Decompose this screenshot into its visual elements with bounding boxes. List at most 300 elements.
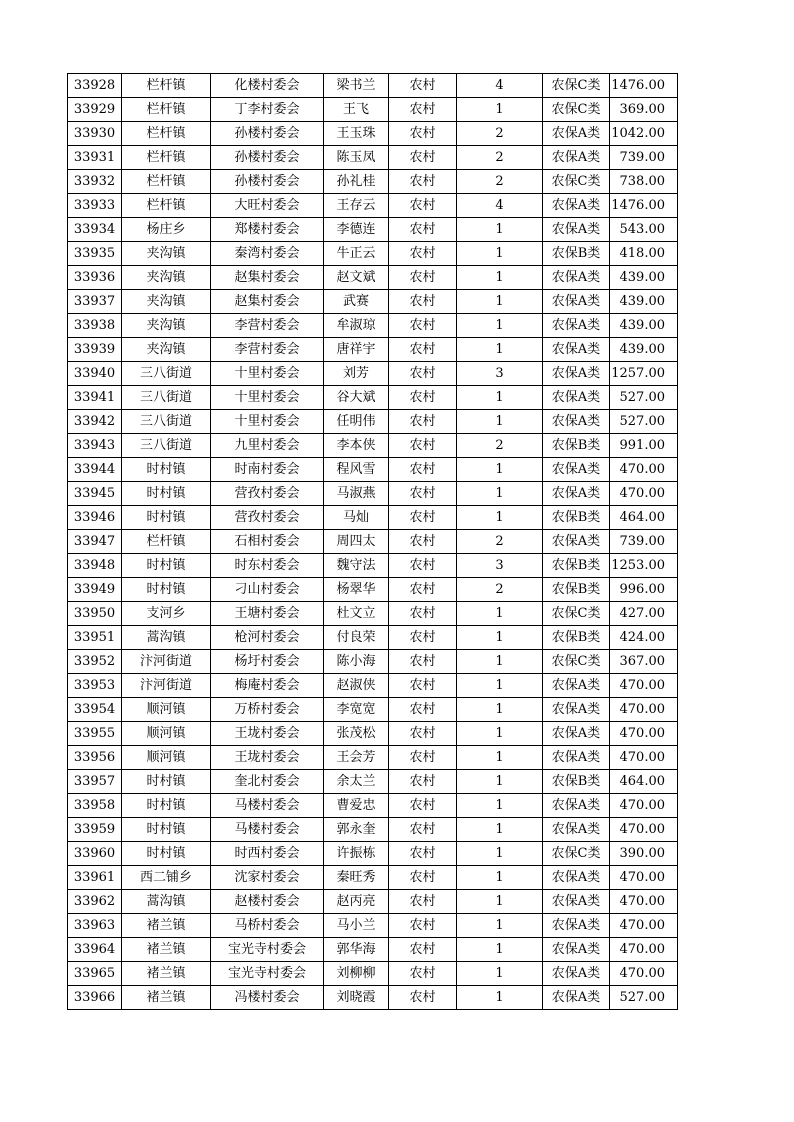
household-count-cell: 1 xyxy=(457,770,543,794)
household-type-cell: 农村 xyxy=(389,626,457,650)
town-cell: 三八街道 xyxy=(122,434,211,458)
amount-cell: 470.00 xyxy=(610,914,678,938)
table-row xyxy=(68,362,678,386)
record-id-cell: 33953 xyxy=(68,674,122,698)
table-row xyxy=(68,242,678,266)
record-id-cell: 33964 xyxy=(68,938,122,962)
town-cell: 蒿沟镇 xyxy=(122,626,211,650)
insurance-category-cell: 农保A类 xyxy=(543,338,610,362)
household-type-cell: 农村 xyxy=(389,506,457,530)
town-cell: 褚兰镇 xyxy=(122,986,211,1010)
table-row xyxy=(68,794,678,818)
household-count-cell: 1 xyxy=(457,506,543,530)
amount-cell: 996.00 xyxy=(610,578,678,602)
town-cell: 栏杆镇 xyxy=(122,98,211,122)
insurance-category-cell: 农保A类 xyxy=(543,818,610,842)
person-name-cell: 王飞 xyxy=(324,98,389,122)
insurance-category-cell: 农保C类 xyxy=(543,98,610,122)
insurance-category-cell: 农保B类 xyxy=(543,506,610,530)
amount-cell: 470.00 xyxy=(610,458,678,482)
record-id-cell: 33937 xyxy=(68,290,122,314)
record-id-cell: 33941 xyxy=(68,386,122,410)
village-committee-cell: 孙楼村委会 xyxy=(211,146,324,170)
household-type-cell: 农村 xyxy=(389,434,457,458)
household-count-cell: 1 xyxy=(457,650,543,674)
insurance-category-cell: 农保A类 xyxy=(543,290,610,314)
record-id-cell: 33931 xyxy=(68,146,122,170)
amount-cell: 739.00 xyxy=(610,530,678,554)
table-row xyxy=(68,530,678,554)
village-committee-cell: 李营村委会 xyxy=(211,338,324,362)
person-name-cell: 马淑燕 xyxy=(324,482,389,506)
town-cell: 时村镇 xyxy=(122,578,211,602)
household-count-cell: 1 xyxy=(457,890,543,914)
town-cell: 栏杆镇 xyxy=(122,122,211,146)
record-id-cell: 33932 xyxy=(68,170,122,194)
insurance-category-cell: 农保A类 xyxy=(543,674,610,698)
amount-cell: 439.00 xyxy=(610,338,678,362)
village-committee-cell: 冯楼村委会 xyxy=(211,986,324,1010)
amount-cell: 470.00 xyxy=(610,866,678,890)
table-row xyxy=(68,890,678,914)
person-name-cell: 马灿 xyxy=(324,506,389,530)
insurance-category-cell: 农保C类 xyxy=(543,650,610,674)
record-id-cell: 33939 xyxy=(68,338,122,362)
town-cell: 栏杆镇 xyxy=(122,170,211,194)
household-count-cell: 1 xyxy=(457,218,543,242)
record-id-cell: 33963 xyxy=(68,914,122,938)
household-type-cell: 农村 xyxy=(389,458,457,482)
household-count-cell: 1 xyxy=(457,986,543,1010)
person-name-cell: 许振栋 xyxy=(324,842,389,866)
insurance-category-cell: 农保A类 xyxy=(543,266,610,290)
table-row xyxy=(68,986,678,1010)
household-count-cell: 1 xyxy=(457,842,543,866)
table-row xyxy=(68,842,678,866)
insurance-category-cell: 农保A类 xyxy=(543,386,610,410)
person-name-cell: 马小兰 xyxy=(324,914,389,938)
household-count-cell: 1 xyxy=(457,338,543,362)
household-count-cell: 1 xyxy=(457,866,543,890)
town-cell: 三八街道 xyxy=(122,386,211,410)
town-cell: 三八街道 xyxy=(122,362,211,386)
person-name-cell: 付良荣 xyxy=(324,626,389,650)
town-cell: 三八街道 xyxy=(122,410,211,434)
village-committee-cell: 梅庵村委会 xyxy=(211,674,324,698)
amount-cell: 369.00 xyxy=(610,98,678,122)
household-count-cell: 4 xyxy=(457,194,543,218)
village-committee-cell: 孙楼村委会 xyxy=(211,170,324,194)
insurance-category-cell: 农保C类 xyxy=(543,170,610,194)
insurance-category-cell: 农保B类 xyxy=(543,578,610,602)
household-count-cell: 1 xyxy=(457,914,543,938)
amount-cell: 470.00 xyxy=(610,890,678,914)
person-name-cell: 任明伟 xyxy=(324,410,389,434)
household-count-cell: 1 xyxy=(457,314,543,338)
record-id-cell: 33955 xyxy=(68,722,122,746)
amount-cell: 1257.00 xyxy=(610,362,678,386)
table-row xyxy=(68,962,678,986)
village-committee-cell: 孙楼村委会 xyxy=(211,122,324,146)
person-name-cell: 唐祥宇 xyxy=(324,338,389,362)
table-row xyxy=(68,338,678,362)
village-committee-cell: 马楼村委会 xyxy=(211,818,324,842)
record-id-cell: 33946 xyxy=(68,506,122,530)
insurance-category-cell: 农保A类 xyxy=(543,122,610,146)
insurance-category-cell: 农保A类 xyxy=(543,866,610,890)
village-committee-cell: 十里村委会 xyxy=(211,410,324,434)
record-id-cell: 33951 xyxy=(68,626,122,650)
record-id-cell: 33929 xyxy=(68,98,122,122)
village-committee-cell: 枪河村委会 xyxy=(211,626,324,650)
village-committee-cell: 十里村委会 xyxy=(211,362,324,386)
household-count-cell: 1 xyxy=(457,698,543,722)
town-cell: 夹沟镇 xyxy=(122,338,211,362)
town-cell: 时村镇 xyxy=(122,554,211,578)
household-count-cell: 1 xyxy=(457,962,543,986)
insurance-category-cell: 农保A类 xyxy=(543,914,610,938)
amount-cell: 543.00 xyxy=(610,218,678,242)
amount-cell: 1476.00 xyxy=(610,194,678,218)
table-row xyxy=(68,578,678,602)
village-committee-cell: 王垅村委会 xyxy=(211,722,324,746)
amount-cell: 738.00 xyxy=(610,170,678,194)
amount-cell: 470.00 xyxy=(610,938,678,962)
village-committee-cell: 沈家村委会 xyxy=(211,866,324,890)
village-committee-cell: 宝光寺村委会 xyxy=(211,962,324,986)
town-cell: 杨庄乡 xyxy=(122,218,211,242)
town-cell: 栏杆镇 xyxy=(122,530,211,554)
household-type-cell: 农村 xyxy=(389,698,457,722)
household-count-cell: 1 xyxy=(457,602,543,626)
household-count-cell: 1 xyxy=(457,386,543,410)
insurance-category-cell: 农保C类 xyxy=(543,842,610,866)
table-row xyxy=(68,746,678,770)
household-type-cell: 农村 xyxy=(389,722,457,746)
village-committee-cell: 营孜村委会 xyxy=(211,482,324,506)
village-committee-cell: 赵集村委会 xyxy=(211,290,324,314)
person-name-cell: 杜文立 xyxy=(324,602,389,626)
household-type-cell: 农村 xyxy=(389,962,457,986)
household-type-cell: 农村 xyxy=(389,386,457,410)
record-id-cell: 33949 xyxy=(68,578,122,602)
table-row xyxy=(68,674,678,698)
table-row xyxy=(68,698,678,722)
household-type-cell: 农村 xyxy=(389,938,457,962)
record-id-cell: 33965 xyxy=(68,962,122,986)
village-committee-cell: 马桥村委会 xyxy=(211,914,324,938)
household-count-cell: 1 xyxy=(457,242,543,266)
record-id-cell: 33961 xyxy=(68,866,122,890)
household-count-cell: 2 xyxy=(457,146,543,170)
person-name-cell: 刘芳 xyxy=(324,362,389,386)
town-cell: 时村镇 xyxy=(122,818,211,842)
insurance-category-cell: 农保B类 xyxy=(543,626,610,650)
insurance-category-cell: 农保A类 xyxy=(543,458,610,482)
household-count-cell: 3 xyxy=(457,362,543,386)
amount-cell: 470.00 xyxy=(610,962,678,986)
person-name-cell: 牛正云 xyxy=(324,242,389,266)
record-id-cell: 33945 xyxy=(68,482,122,506)
person-name-cell: 周四太 xyxy=(324,530,389,554)
person-name-cell: 秦旺秀 xyxy=(324,866,389,890)
household-count-cell: 2 xyxy=(457,578,543,602)
village-committee-cell: 营孜村委会 xyxy=(211,506,324,530)
record-id-cell: 33954 xyxy=(68,698,122,722)
household-type-cell: 农村 xyxy=(389,218,457,242)
town-cell: 时村镇 xyxy=(122,842,211,866)
record-id-cell: 33942 xyxy=(68,410,122,434)
town-cell: 汴河街道 xyxy=(122,674,211,698)
village-committee-cell: 石相村委会 xyxy=(211,530,324,554)
insurance-category-cell: 农保A类 xyxy=(543,314,610,338)
table-row xyxy=(68,290,678,314)
household-type-cell: 农村 xyxy=(389,122,457,146)
town-cell: 夹沟镇 xyxy=(122,314,211,338)
person-name-cell: 武赛 xyxy=(324,290,389,314)
table-row xyxy=(68,458,678,482)
table-row xyxy=(68,554,678,578)
table-row xyxy=(68,866,678,890)
amount-cell: 470.00 xyxy=(610,482,678,506)
household-type-cell: 农村 xyxy=(389,362,457,386)
town-cell: 时村镇 xyxy=(122,506,211,530)
table-row xyxy=(68,914,678,938)
household-type-cell: 农村 xyxy=(389,794,457,818)
table-row xyxy=(68,146,678,170)
amount-cell: 439.00 xyxy=(610,290,678,314)
record-id-cell: 33952 xyxy=(68,650,122,674)
household-count-cell: 1 xyxy=(457,938,543,962)
household-count-cell: 1 xyxy=(457,266,543,290)
household-type-cell: 农村 xyxy=(389,746,457,770)
village-committee-cell: 化楼村委会 xyxy=(211,74,324,98)
village-committee-cell: 王塘村委会 xyxy=(211,602,324,626)
person-name-cell: 刘柳柳 xyxy=(324,962,389,986)
household-type-cell: 农村 xyxy=(389,290,457,314)
person-name-cell: 陈小海 xyxy=(324,650,389,674)
village-committee-cell: 赵楼村委会 xyxy=(211,890,324,914)
amount-cell: 470.00 xyxy=(610,674,678,698)
town-cell: 顺河镇 xyxy=(122,722,211,746)
record-id-cell: 33962 xyxy=(68,890,122,914)
record-id-cell: 33950 xyxy=(68,602,122,626)
household-type-cell: 农村 xyxy=(389,338,457,362)
household-count-cell: 1 xyxy=(457,626,543,650)
person-name-cell: 梁书兰 xyxy=(324,74,389,98)
household-type-cell: 农村 xyxy=(389,98,457,122)
insurance-category-cell: 农保B类 xyxy=(543,554,610,578)
person-name-cell: 牟淑琼 xyxy=(324,314,389,338)
household-count-cell: 2 xyxy=(457,170,543,194)
record-id-cell: 33966 xyxy=(68,986,122,1010)
village-committee-cell: 宝光寺村委会 xyxy=(211,938,324,962)
household-count-cell: 1 xyxy=(457,482,543,506)
village-committee-cell: 杨圩村委会 xyxy=(211,650,324,674)
person-name-cell: 魏守法 xyxy=(324,554,389,578)
town-cell: 栏杆镇 xyxy=(122,74,211,98)
insurance-category-cell: 农保A类 xyxy=(543,194,610,218)
village-committee-cell: 马楼村委会 xyxy=(211,794,324,818)
insurance-category-cell: 农保A类 xyxy=(543,698,610,722)
record-id-cell: 33957 xyxy=(68,770,122,794)
town-cell: 时村镇 xyxy=(122,770,211,794)
town-cell: 时村镇 xyxy=(122,458,211,482)
amount-cell: 1253.00 xyxy=(610,554,678,578)
record-id-cell: 33959 xyxy=(68,818,122,842)
person-name-cell: 王存云 xyxy=(324,194,389,218)
insurance-category-cell: 农保A类 xyxy=(543,362,610,386)
person-name-cell: 刘晓霞 xyxy=(324,986,389,1010)
insurance-category-cell: 农保A类 xyxy=(543,746,610,770)
table-row xyxy=(68,770,678,794)
household-type-cell: 农村 xyxy=(389,554,457,578)
amount-cell: 439.00 xyxy=(610,266,678,290)
household-count-cell: 2 xyxy=(457,122,543,146)
household-type-cell: 农村 xyxy=(389,242,457,266)
town-cell: 栏杆镇 xyxy=(122,194,211,218)
table-row xyxy=(68,194,678,218)
town-cell: 顺河镇 xyxy=(122,698,211,722)
amount-cell: 527.00 xyxy=(610,386,678,410)
household-count-cell: 1 xyxy=(457,674,543,698)
amount-cell: 464.00 xyxy=(610,770,678,794)
record-id-cell: 33960 xyxy=(68,842,122,866)
insurance-category-cell: 农保A类 xyxy=(543,410,610,434)
household-type-cell: 农村 xyxy=(389,194,457,218)
insurance-category-cell: 农保B类 xyxy=(543,434,610,458)
household-type-cell: 农村 xyxy=(389,842,457,866)
village-committee-cell: 十里村委会 xyxy=(211,386,324,410)
insurance-category-cell: 农保A类 xyxy=(543,962,610,986)
person-name-cell: 谷大斌 xyxy=(324,386,389,410)
household-count-cell: 1 xyxy=(457,98,543,122)
person-name-cell: 李宽宽 xyxy=(324,698,389,722)
insurance-category-cell: 农保A类 xyxy=(543,890,610,914)
household-type-cell: 农村 xyxy=(389,890,457,914)
insurance-category-cell: 农保A类 xyxy=(543,482,610,506)
insurance-category-cell: 农保A类 xyxy=(543,938,610,962)
village-committee-cell: 赵集村委会 xyxy=(211,266,324,290)
insurance-category-cell: 农保A类 xyxy=(543,722,610,746)
household-count-cell: 2 xyxy=(457,434,543,458)
amount-cell: 470.00 xyxy=(610,698,678,722)
record-id-cell: 33934 xyxy=(68,218,122,242)
table-row xyxy=(68,722,678,746)
town-cell: 时村镇 xyxy=(122,482,211,506)
amount-cell: 470.00 xyxy=(610,746,678,770)
insurance-category-cell: 农保C类 xyxy=(543,74,610,98)
amount-cell: 470.00 xyxy=(610,818,678,842)
village-committee-cell: 时东村委会 xyxy=(211,554,324,578)
table-row xyxy=(68,650,678,674)
household-type-cell: 农村 xyxy=(389,146,457,170)
table-row xyxy=(68,170,678,194)
town-cell: 夹沟镇 xyxy=(122,266,211,290)
household-type-cell: 农村 xyxy=(389,170,457,194)
household-count-cell: 1 xyxy=(457,794,543,818)
person-name-cell: 赵文斌 xyxy=(324,266,389,290)
household-count-cell: 1 xyxy=(457,290,543,314)
person-name-cell: 赵淑侠 xyxy=(324,674,389,698)
town-cell: 夹沟镇 xyxy=(122,290,211,314)
person-name-cell: 李德连 xyxy=(324,218,389,242)
household-type-cell: 农村 xyxy=(389,410,457,434)
amount-cell: 991.00 xyxy=(610,434,678,458)
town-cell: 蒿沟镇 xyxy=(122,890,211,914)
household-count-cell: 1 xyxy=(457,722,543,746)
village-committee-cell: 丁李村委会 xyxy=(211,98,324,122)
household-count-cell: 3 xyxy=(457,554,543,578)
table-row xyxy=(68,818,678,842)
town-cell: 褚兰镇 xyxy=(122,962,211,986)
village-committee-cell: 时西村委会 xyxy=(211,842,324,866)
table-row xyxy=(68,386,678,410)
household-type-cell: 农村 xyxy=(389,482,457,506)
person-name-cell: 曹爱忠 xyxy=(324,794,389,818)
person-name-cell: 王会芳 xyxy=(324,746,389,770)
town-cell: 西二铺乡 xyxy=(122,866,211,890)
town-cell: 汴河街道 xyxy=(122,650,211,674)
person-name-cell: 陈玉凤 xyxy=(324,146,389,170)
table-row xyxy=(68,266,678,290)
amount-cell: 527.00 xyxy=(610,410,678,434)
person-name-cell: 张茂松 xyxy=(324,722,389,746)
household-type-cell: 农村 xyxy=(389,674,457,698)
insurance-category-cell: 农保A类 xyxy=(543,794,610,818)
town-cell: 褚兰镇 xyxy=(122,914,211,938)
amount-cell: 427.00 xyxy=(610,602,678,626)
table-row xyxy=(68,626,678,650)
household-count-cell: 1 xyxy=(457,410,543,434)
town-cell: 时村镇 xyxy=(122,794,211,818)
household-count-cell: 1 xyxy=(457,818,543,842)
amount-cell: 367.00 xyxy=(610,650,678,674)
insurance-category-cell: 农保B类 xyxy=(543,242,610,266)
table-row xyxy=(68,434,678,458)
village-committee-cell: 九里村委会 xyxy=(211,434,324,458)
table-row xyxy=(68,482,678,506)
record-id-cell: 33936 xyxy=(68,266,122,290)
record-id-cell: 33944 xyxy=(68,458,122,482)
table-row xyxy=(68,122,678,146)
household-type-cell: 农村 xyxy=(389,818,457,842)
allowance-table xyxy=(67,73,678,1010)
village-committee-cell: 大旺村委会 xyxy=(211,194,324,218)
person-name-cell: 赵丙亮 xyxy=(324,890,389,914)
town-cell: 栏杆镇 xyxy=(122,146,211,170)
village-committee-cell: 万桥村委会 xyxy=(211,698,324,722)
town-cell: 支河乡 xyxy=(122,602,211,626)
record-id-cell: 33933 xyxy=(68,194,122,218)
person-name-cell: 李本侠 xyxy=(324,434,389,458)
household-type-cell: 农村 xyxy=(389,74,457,98)
household-type-cell: 农村 xyxy=(389,986,457,1010)
amount-cell: 470.00 xyxy=(610,794,678,818)
record-id-cell: 33943 xyxy=(68,434,122,458)
household-type-cell: 农村 xyxy=(389,866,457,890)
record-id-cell: 33928 xyxy=(68,74,122,98)
household-count-cell: 4 xyxy=(457,74,543,98)
amount-cell: 527.00 xyxy=(610,986,678,1010)
amount-cell: 739.00 xyxy=(610,146,678,170)
household-type-cell: 农村 xyxy=(389,602,457,626)
household-type-cell: 农村 xyxy=(389,314,457,338)
record-id-cell: 33940 xyxy=(68,362,122,386)
household-count-cell: 1 xyxy=(457,458,543,482)
household-type-cell: 农村 xyxy=(389,530,457,554)
town-cell: 顺河镇 xyxy=(122,746,211,770)
